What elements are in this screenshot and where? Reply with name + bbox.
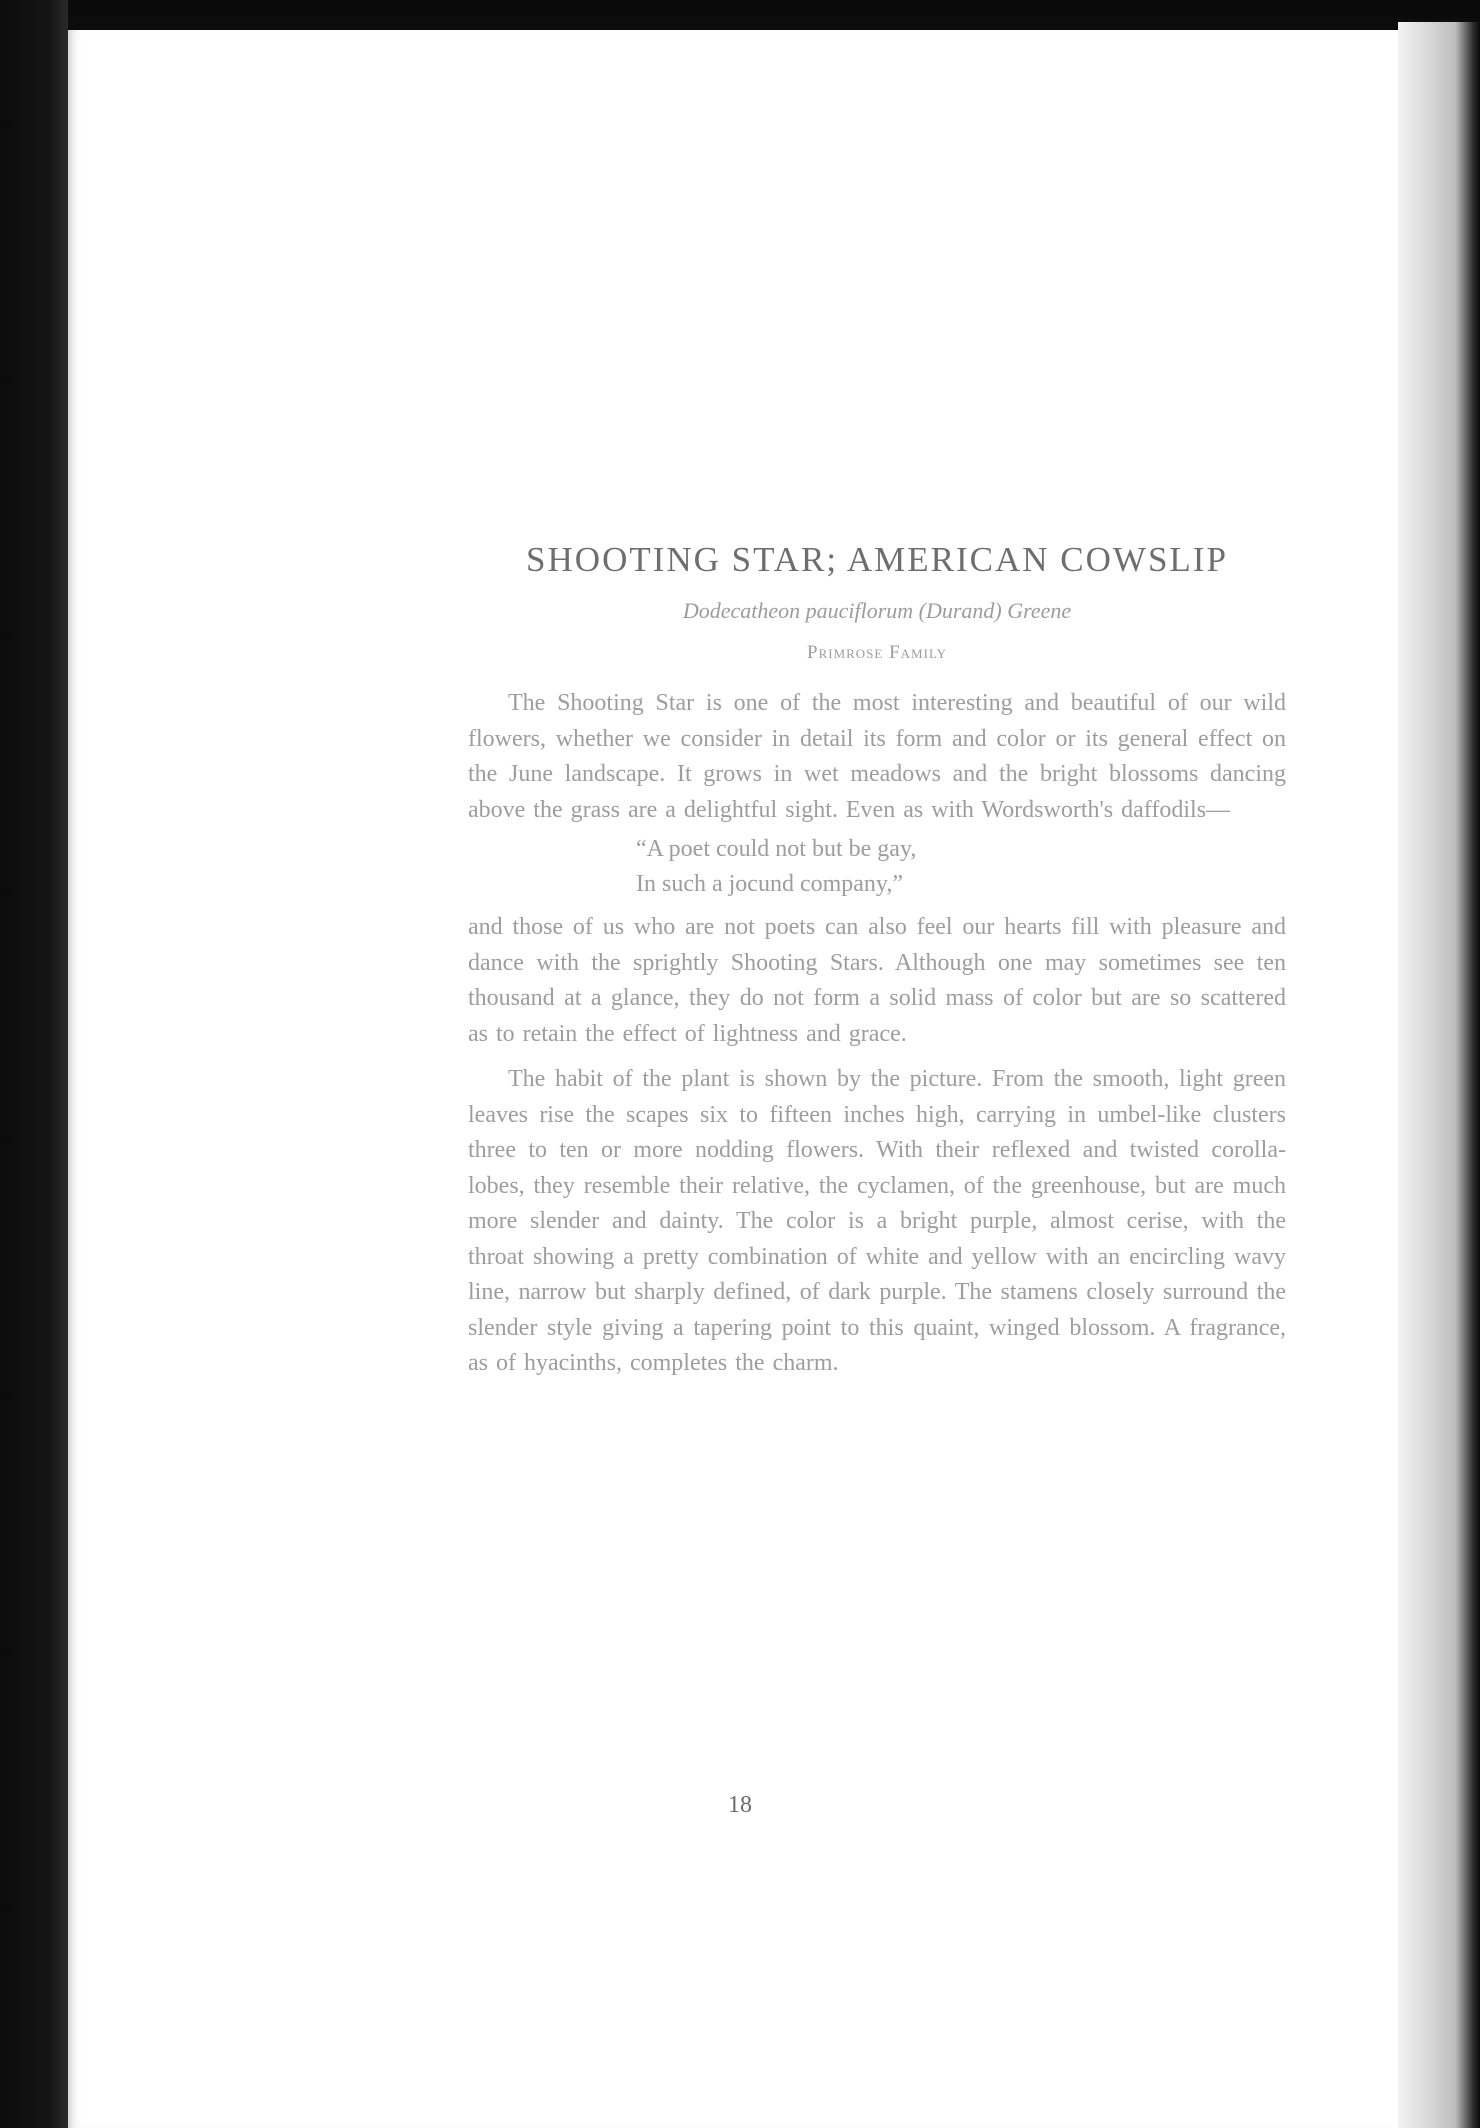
family-name: Primrose Family xyxy=(807,642,947,663)
paragraph-3: The habit of the plant is shown by the picture. From the smooth, light green leaves rise the scapes six to fifteen inches high, carrying in umbel-like clusters three to ten or more nodding flowers. With their reflexed and twisted corolla-lobes, they resemble their relative, the cyclamen, of the greenhouse, but are much more slender and dainty. The color is a bright purple, almost cerise, with the throat showing a pretty combination of white and yellow with an encircling wavy line, narrow but sharply defined, of dark purple. The stamens closely surround the slender style giving a tapering point to this quaint, winged blossom. A fragrance, as of hyacinths, completes the charm. xyxy=(468,1066,1286,1376)
scan-top-border xyxy=(0,0,1480,18)
poem-line-1: “A poet could not but be gay, xyxy=(636,836,917,862)
poem-quote xyxy=(636,832,1286,902)
text-block xyxy=(468,540,1286,1382)
poem-line-2: In such a jocund company,” xyxy=(636,871,904,897)
page-title: SHOOTING STAR; AMERICAN COWSLIP xyxy=(526,540,1228,579)
page-number: 18 xyxy=(728,1792,752,1818)
scientific-name: Dodecatheon pauciflorum (Durand) Greene xyxy=(682,598,1072,623)
paragraph-2: and those of us who are not poets can also feel our hearts fill with pleasure and dance with the sprightly Shooting Stars. Although one may sometimes see ten thousand at a glance, they do not form a solid mass of color but are so scattered as to retain the effect of lightness and grace. xyxy=(468,914,1286,1047)
paragraph-1: The Shooting Star is one of the most interesting and beautiful of our wild flowers, whether we consider in detail its form and color or its general effect on the June landscape. It grows in wet meadows and the bright blossoms dancing above the grass are a delightful sight. Even as with Wordsworth's daffodils— xyxy=(468,690,1286,823)
